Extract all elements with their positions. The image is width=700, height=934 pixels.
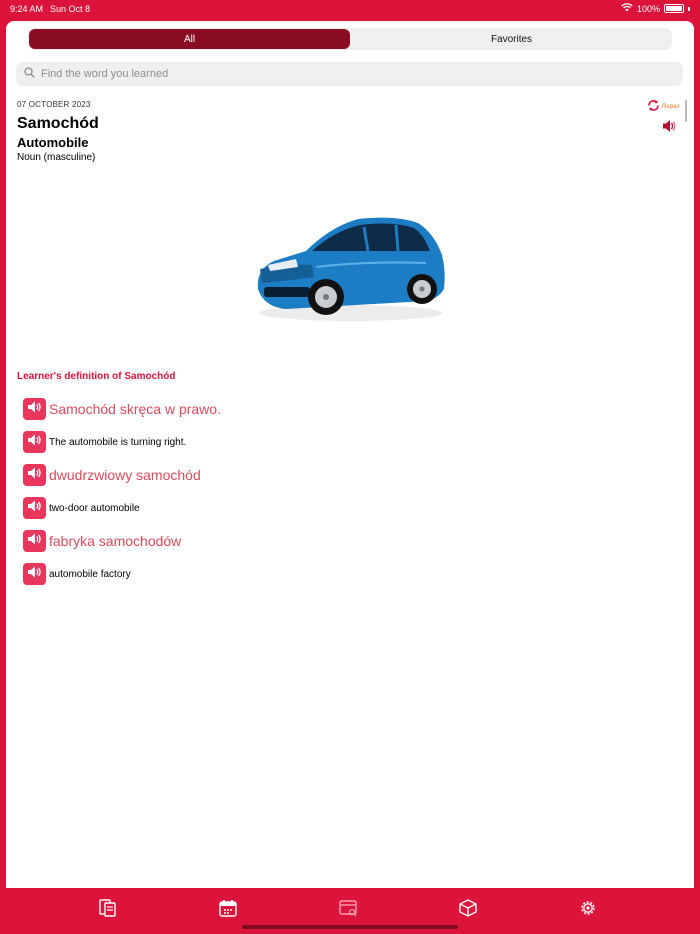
sentence-row — [23, 563, 131, 585]
segment-favorites[interactable]: Favorites — [490, 33, 533, 45]
tab-calendar[interactable] — [218, 898, 238, 918]
entry-part-of-speech: Noun (masculine) — [17, 152, 96, 163]
repair-label: Repair — [662, 103, 680, 110]
sentence-speak-button[interactable] — [23, 497, 46, 519]
filter-segmented-control — [28, 28, 672, 50]
entry-translation: Automobile — [17, 135, 89, 150]
tab-browser[interactable] — [338, 898, 358, 918]
box-icon — [458, 905, 478, 922]
wifi-icon — [621, 3, 633, 14]
entry-word: Samochód — [17, 115, 99, 132]
battery-icon — [664, 4, 684, 13]
sentence-english: automobile factory — [49, 568, 131, 580]
refresh-icon — [647, 99, 660, 114]
battery-percent: 100% — [636, 3, 660, 14]
sentence-speak-button[interactable] — [23, 464, 46, 486]
sentence-row — [23, 530, 181, 552]
battery-tip — [688, 7, 690, 11]
tab-box[interactable] — [458, 898, 478, 918]
word-pronounce-button[interactable] — [660, 117, 678, 140]
tab-settings[interactable] — [578, 898, 598, 918]
home-indicator — [242, 925, 458, 929]
speaker-icon — [27, 532, 43, 551]
search-bar — [16, 62, 683, 86]
calendar-icon — [218, 905, 238, 922]
search-icon — [16, 65, 35, 83]
sentence-speak-button[interactable] — [23, 563, 46, 585]
status-time: 9:24 AM — [10, 4, 44, 14]
scrollbar-thumb[interactable] — [685, 100, 687, 122]
browser-icon — [338, 905, 358, 922]
sentence-english: The automobile is turning right. — [49, 436, 187, 448]
definition-title: Learner's definition of Samochód — [17, 371, 176, 382]
entry-date: 07 OCTOBER 2023 — [17, 100, 91, 109]
speaker-icon — [27, 499, 43, 518]
status-date: Sun Oct 8 — [50, 4, 91, 14]
status-right — [621, 3, 690, 14]
sentence-row — [23, 464, 201, 486]
word-image — [246, 171, 456, 361]
sentence-speak-button[interactable] — [23, 398, 46, 420]
tab-cards[interactable] — [98, 898, 118, 918]
sentence-speak-button[interactable] — [23, 530, 46, 552]
sentence-english: two-door automobile — [49, 502, 140, 514]
sentence-row — [23, 398, 221, 420]
cards-icon — [98, 905, 118, 922]
sentence-polish: fabryka samochodów — [49, 533, 182, 549]
repair-button[interactable] — [647, 99, 680, 114]
status-bar — [0, 0, 700, 20]
speaker-icon — [27, 565, 43, 584]
sentence-polish: Samochód skręca w prawo. — [49, 401, 221, 417]
sentence-row — [23, 497, 140, 519]
speaker-icon — [27, 466, 43, 485]
sentence-polish: dwudrzwiowy samochód — [49, 467, 201, 483]
sentence-row — [23, 431, 186, 453]
gear-icon — [578, 905, 598, 922]
speaker-icon — [27, 400, 43, 419]
segment-all[interactable]: All — [29, 29, 350, 49]
speaker-icon — [27, 433, 43, 452]
search-input[interactable] — [39, 67, 643, 81]
car-illustration — [246, 171, 456, 361]
main-panel — [6, 21, 694, 888]
sentence-speak-button[interactable] — [23, 431, 46, 453]
speaker-icon — [660, 122, 678, 139]
